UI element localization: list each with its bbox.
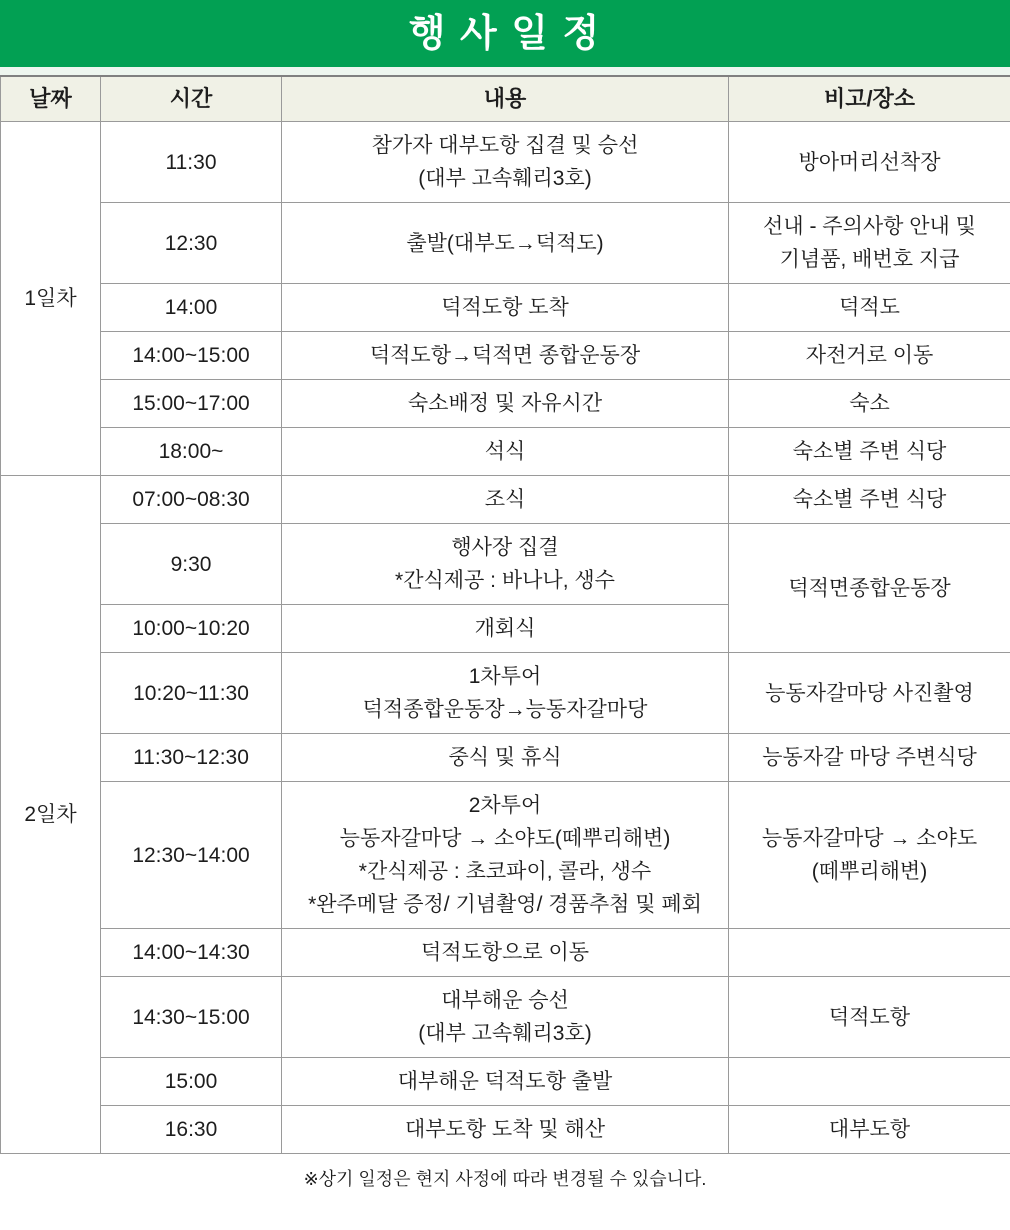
cell-text: 덕적도항으로 이동	[420, 941, 590, 964]
content-cell	[282, 203, 729, 284]
date-cell	[1, 122, 101, 476]
note-cell	[729, 734, 1010, 782]
cell-text: *간식제공 : 초코파이, 콜라, 생수	[358, 860, 652, 883]
cell-text: 자전거로 이동	[805, 344, 934, 367]
time-cell	[101, 929, 282, 977]
table-row	[1, 332, 1010, 380]
table-row	[1, 284, 1010, 332]
cell-text: 능동자갈마당 → 소야도	[761, 827, 978, 850]
cell-text: 중식 및 휴식	[448, 746, 562, 769]
content-cell	[282, 977, 729, 1058]
table-row	[1, 428, 1010, 476]
table-row	[1, 782, 1010, 929]
content-cell	[282, 428, 729, 476]
table-row	[1, 653, 1010, 734]
content-cell	[282, 653, 729, 734]
cell-text: 능동자갈마당 → 소야도(떼뿌리해변)	[339, 827, 671, 850]
note-cell	[729, 380, 1010, 428]
cell-text: 기념품, 배번호 지급	[779, 248, 960, 271]
cell-text: 능동자갈마당 사진촬영	[765, 681, 974, 705]
schedule-table	[0, 75, 1010, 1154]
cell-text: 덕적종합운동장→능동자갈마당	[362, 698, 648, 721]
table-row	[1, 122, 1010, 203]
cell-text: 덕적도항	[828, 1005, 911, 1029]
schedule-body	[1, 122, 1010, 1154]
cell-text: (대부 고속훼리3호)	[418, 167, 592, 190]
cell-text: 16:30	[164, 1118, 218, 1141]
cell-text: 15:00	[164, 1070, 218, 1093]
content-cell	[282, 1058, 729, 1106]
time-cell	[101, 476, 282, 524]
cell-text: 덕적면종합운동장	[788, 576, 951, 600]
table-row	[1, 1106, 1010, 1154]
time-cell	[101, 1058, 282, 1106]
footnote: ※상기 일정은 현지 사정에 따라 변경될 수 있습니다.	[303, 1169, 707, 1189]
cell-text: 1일차	[24, 287, 77, 310]
time-cell	[101, 428, 282, 476]
cell-text: 10:00~10:20	[132, 617, 250, 640]
cell-text: 18:00~	[158, 440, 224, 463]
cell-text: (대부 고속훼리3호)	[418, 1022, 592, 1045]
cell-text: 행사장 집결	[451, 536, 559, 559]
col-header-date: 날짜	[1, 76, 101, 122]
time-cell	[101, 734, 282, 782]
note-cell	[729, 332, 1010, 380]
header-row	[1, 76, 1010, 122]
time-cell	[101, 782, 282, 929]
time-cell	[101, 605, 282, 653]
cell-text: 출발(대부도→덕적도)	[406, 231, 604, 255]
note-cell	[729, 782, 1010, 929]
content-cell	[282, 380, 729, 428]
col-header-content: 내용	[282, 76, 729, 122]
cell-text: (떼뿌리해변)	[811, 860, 928, 883]
cell-text: *간식제공 : 바나나, 생수	[395, 569, 615, 592]
cell-text: 12:30	[164, 231, 218, 255]
cell-text: 2차투어	[468, 794, 542, 817]
cell-text: 숙소별 주변 식당	[792, 440, 947, 463]
note-cell	[729, 524, 1010, 653]
note-cell	[729, 284, 1010, 332]
cell-text: 방아머리선착장	[798, 150, 941, 174]
note-cell	[729, 653, 1010, 734]
table-row	[1, 1058, 1010, 1106]
cell-text: 대부도항 도착 및 해산	[404, 1118, 606, 1141]
cell-text: 숙소배정 및 자유시간	[407, 392, 603, 415]
note-cell	[729, 476, 1010, 524]
cell-text: 대부도항	[828, 1118, 911, 1141]
cell-text: *완주메달 증정/ 기념촬영/ 경품추첨 및 폐회	[308, 893, 702, 916]
note-cell	[729, 1058, 1010, 1106]
table-row	[1, 203, 1010, 284]
cell-text: 덕적도항→덕적면 종합운동장	[369, 344, 641, 367]
cell-text: 조식	[484, 488, 526, 511]
cell-text: 참가자 대부도항 집결 및 승선	[371, 134, 639, 157]
content-cell	[282, 476, 729, 524]
time-cell	[101, 332, 282, 380]
time-cell	[101, 1106, 282, 1154]
note-cell	[729, 977, 1010, 1058]
time-cell	[101, 380, 282, 428]
time-cell	[101, 524, 282, 605]
cell-text: 9:30	[170, 552, 212, 576]
table-row	[1, 734, 1010, 782]
cell-text: 석식	[484, 440, 526, 463]
cell-text: 숙소별 주변 식당	[792, 488, 947, 511]
time-cell	[101, 653, 282, 734]
note-cell	[729, 1106, 1010, 1154]
note-cell	[729, 929, 1010, 977]
date-cell	[1, 476, 101, 1154]
content-cell	[282, 929, 729, 977]
cell-text: 11:30~12:30	[133, 746, 249, 769]
time-cell	[101, 203, 282, 284]
col-header-notes: 비고/장소	[729, 76, 1010, 122]
cell-text: 능동자갈 마당 주변식당	[762, 746, 977, 769]
content-cell	[282, 122, 729, 203]
cell-text: 개회식	[474, 617, 536, 640]
cell-text: 14:00~15:00	[132, 344, 250, 367]
table-row	[1, 977, 1010, 1058]
table-row	[1, 380, 1010, 428]
content-cell	[282, 734, 729, 782]
content-cell	[282, 284, 729, 332]
col-header-time: 시간	[101, 76, 282, 122]
cell-text: 12:30~14:00	[132, 843, 250, 867]
time-cell	[101, 122, 282, 203]
banner-divider	[0, 67, 1010, 75]
cell-text: 15:00~17:00	[132, 392, 250, 415]
cell-text: 덕적도	[839, 296, 900, 319]
note-cell	[729, 122, 1010, 203]
page-title: 행 사 일 정	[408, 12, 602, 55]
cell-text: 07:00~08:30	[132, 488, 250, 511]
title-banner	[0, 0, 1010, 67]
content-cell	[282, 1106, 729, 1154]
cell-text: 대부해운 승선	[441, 989, 569, 1012]
cell-text: 1차투어	[468, 665, 542, 688]
cell-text: 2일차	[24, 803, 77, 826]
cell-text: 덕적도항 도착	[441, 296, 569, 319]
content-cell	[282, 605, 729, 653]
content-cell	[282, 332, 729, 380]
note-cell	[729, 428, 1010, 476]
table-row	[1, 929, 1010, 977]
cell-text: 14:00~14:30	[132, 941, 250, 964]
note-cell	[729, 203, 1010, 284]
cell-text: 대부해운 덕적도항 출발	[397, 1070, 613, 1093]
cell-text: 14:00	[164, 296, 218, 319]
table-row	[1, 524, 1010, 605]
content-cell	[282, 524, 729, 605]
cell-text: 11:30	[165, 150, 217, 174]
cell-text: 14:30~15:00	[132, 1005, 250, 1029]
time-cell	[101, 284, 282, 332]
time-cell	[101, 977, 282, 1058]
cell-text: 선내 - 주의사항 안내 및	[763, 215, 976, 238]
table-row	[1, 476, 1010, 524]
cell-text: 10:20~11:30	[133, 681, 249, 705]
content-cell	[282, 782, 729, 929]
cell-text: 숙소	[849, 392, 890, 415]
